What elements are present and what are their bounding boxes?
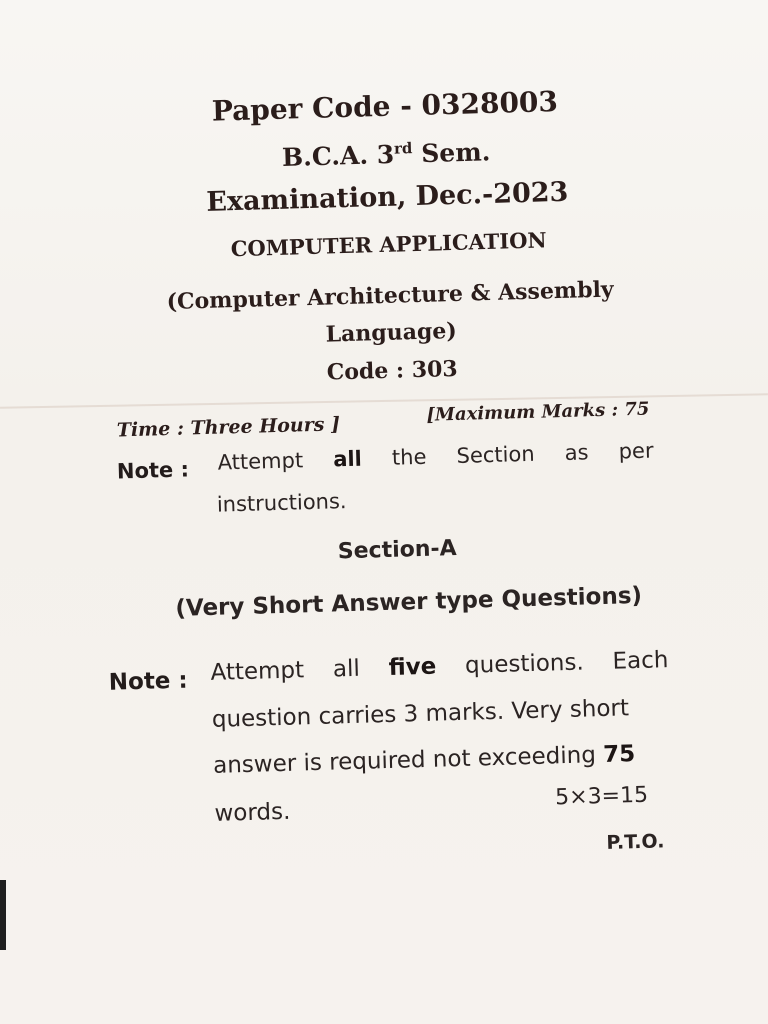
scan-edge-shadow — [0, 880, 6, 950]
word-limit: 75 — [602, 741, 636, 768]
note-1-label: Note : — [116, 457, 190, 484]
paper-topic-line-1: (Computer Architecture & Assembly — [166, 276, 615, 315]
note-2-line-1 — [210, 647, 669, 686]
section-subtitle: (Very Short Answer type Questions) — [175, 582, 643, 622]
exam-duration: Time : Three Hours ] — [116, 413, 341, 442]
paper-code-number: Code : 303 — [326, 355, 459, 386]
note-1-word: Section — [456, 441, 535, 468]
note-1-word: as — [564, 440, 589, 465]
paper-topic-line-2: Language) — [325, 317, 458, 348]
note-2-line-2: question carries 3 marks. Very short — [211, 695, 630, 733]
note-1-word-emphasis: all — [332, 446, 363, 472]
note-1-line-1 — [217, 438, 654, 474]
section-score: 5×3=15 — [554, 782, 649, 811]
examination-title: Examination, Dec.-2023 — [205, 176, 569, 218]
subject-title: COMPUTER APPLICATION — [230, 227, 547, 262]
note-1-line-2: instructions. — [216, 489, 347, 517]
note-1-word: per — [618, 438, 654, 464]
note-2-line-4: words. — [214, 798, 291, 827]
note-2-word: all — [332, 655, 361, 683]
note-1-word: the — [391, 444, 427, 470]
paper-code: Paper Code - 0328003 — [211, 85, 559, 128]
note-2-label: Note : — [108, 667, 189, 696]
note-2-word: Attempt — [210, 657, 305, 686]
note-2-line-3 — [213, 741, 636, 779]
maximum-marks: [Maximum Marks : 75 — [426, 398, 650, 426]
note-2-word: Each — [612, 647, 669, 675]
note-2-line-3-text: answer is required not exceeding — [212, 741, 604, 779]
course-semester — [0, 129, 768, 180]
note-1-word: Attempt — [217, 448, 304, 475]
semester-ordinal: rd — [393, 139, 413, 158]
section-title: Section-A — [337, 536, 457, 565]
semester-label: Sem. — [412, 137, 491, 169]
please-turn-over: P.T.O. — [606, 830, 665, 854]
note-2-word: questions. — [464, 649, 585, 679]
note-2-word-emphasis: five — [388, 653, 437, 681]
course-name: B.C.A. 3 — [281, 139, 395, 173]
